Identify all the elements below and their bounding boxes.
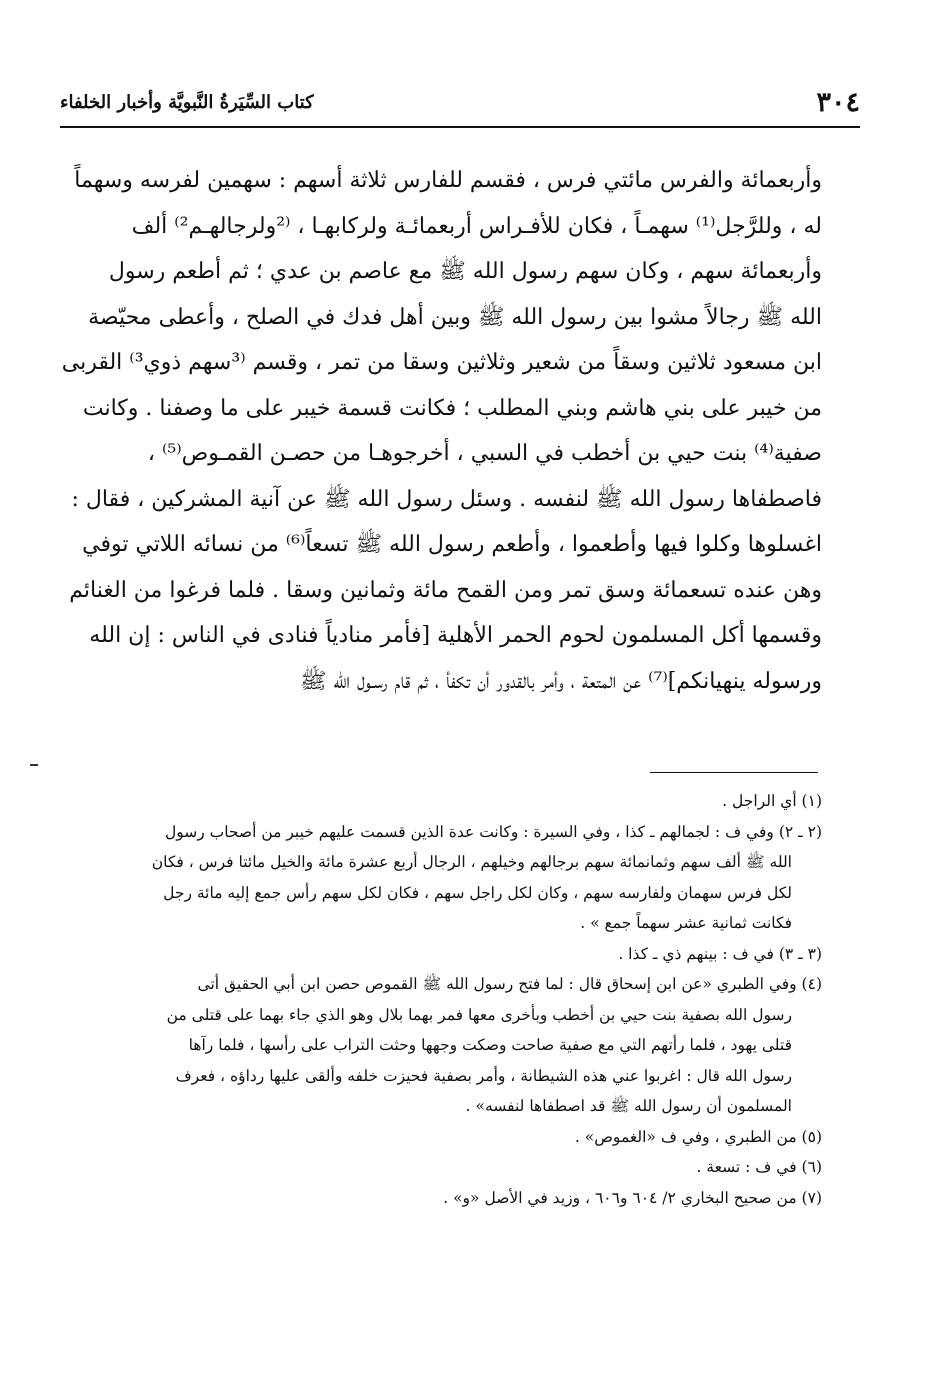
footnote-line: المسلمون أن رسول الله ﷺ قد اصطفاها لنفسه» . <box>465 1097 792 1115</box>
main-text <box>61 158 822 704</box>
body-line: ورسوله ينهيانكم]⁽⁷⁾ عن المتعة ، وأمر بالقدور أن تكفأ ، ثم قام رسـول الله ﷺ <box>299 668 822 694</box>
page-header <box>60 82 860 122</box>
footnote-line: لكل فرس سهمان ولفارسه سهم ، وكان لكل راجل سهم ، فكان لكل سهم رأس جمع إليه مائة رجل <box>163 883 792 902</box>
footnote-line: الله ﷺ ألف سهم وثمانمائة سهم برجالهم وخيلهم ، الرجال أربع عشرة مائة والخيل مائتا فرس ، فكان <box>151 853 792 871</box>
footnote-line: رسول الله قال : اغربوا عني هذه الشيطانة ، وأمر بصفية فحيزت خلفه وألقى عليها رداؤه ، فعرف <box>175 1066 792 1085</box>
footnote-line: (٢ ـ ٢) وفي ف : لجمالهم ـ كذا ، وفي السيرة : وكانت عدة الذين قسمت عليهم خيبر من أصحاب رسول <box>164 822 822 841</box>
footnote-line: (٤) وفي الطبري «عن ابن إسحاق قال : لما فتح رسول الله ﷺ القموص حصن ابن أبي الحقيق أتى <box>197 975 822 993</box>
footnote-line: (٣ ـ ٣) في ف : بينهم ذي ـ كذا . <box>618 944 822 963</box>
body-line: ابن مسعود ثلاثين وسقاً من شعير وثلاثين وسقا من تمر ، وقسم ⁽³سهم ذوي³⁾ القربى <box>61 350 822 375</box>
footnote-line: (٦) في ف : تسعة . <box>696 1158 822 1176</box>
body-line: من خيبر على بني هاشم وبني المطلب ؛ فكانت قسمة خيبر على ما وصفنا . وكانت <box>82 395 822 421</box>
body-line: الله ﷺ رجالاً مشوا بين رسول الله ﷺ وبين أهل فدك في الصلح ، وأعطى محيّصة <box>88 304 822 330</box>
scan-mark <box>30 764 38 766</box>
body-line: وقسمها أكل المسلمون لحوم الحمر الأهلية [فأمر منادياً فنادى في الناس : إن الله <box>89 623 822 648</box>
footnote-line: (٧) من صحيح البخاري ٢/ ٦٠٤ و٦٠٦ ، وزيد في الأصل «و» . <box>443 1188 822 1207</box>
body-line: صفية⁽⁴⁾ بنت حيي بن أخطب في السبي ، أخرجوهـا من حصـن القمـوص⁽⁵⁾ ، <box>147 441 822 466</box>
page-number: ٣٠٤ <box>816 86 860 118</box>
body-line: له ، وللرَّجل⁽¹⁾ سهمـاً ، فكان للأفـراس أربعمائـة ولركابهـا ، ⁽²ولرجالهـم²⁾ ألف <box>131 213 822 239</box>
running-title: كتاب السِّيَرةُ النَّبويَّة وأخبار الخلفاء <box>60 91 314 113</box>
body-line: وأربعمائة سهم ، وكان سهم رسول الله ﷺ مع عاصم بن عدي ؛ ثم أطعم رسول <box>108 259 822 284</box>
footnote-line: رسول الله بصفية بنت حيي بن أخطب وبأخرى معها فمر بهما بلال وهو الذي جاء بهما على قتلى من <box>166 1005 792 1024</box>
body-line: فاصطفاها رسول الله ﷺ لنفسه . وسئل رسول الله ﷺ عن آنية المشركين ، فقال : <box>71 486 822 512</box>
body-line: اغسلوها وكلوا فيها وأطعموا ، وأطعم رسول الله ﷺ تسعاً⁽⁶⁾ من نسائه اللاتي توفي <box>82 532 822 557</box>
footnote-line: (٥) من الطبري ، وفي ف «الغموص» . <box>574 1127 822 1146</box>
header-rule <box>60 126 860 128</box>
footnote-line: فكانت ثمانية عشر سهماً جمع » . <box>580 914 792 932</box>
footnote-separator <box>650 772 818 773</box>
footnote-line: (١) أي الراجل . <box>722 792 822 810</box>
footnote-line: قتلى يهود ، فلما رأتهم التي مع صفية صاحت وصكت وجهها وحثت التراب على رأسها ، فلما رآها <box>188 1036 792 1054</box>
body-line: وهن عنده تسعمائة وسق تمر ومن القمح مائة وثمانين وسقا . فلما فرغوا من الغنائم <box>69 577 822 603</box>
body-line: وأربعمائة والفرس مائتي فرس ، فقسم للفارس ثلاثة أسهم : سهمين لفرسه وسهماً <box>74 168 822 193</box>
footnotes <box>66 786 822 1213</box>
